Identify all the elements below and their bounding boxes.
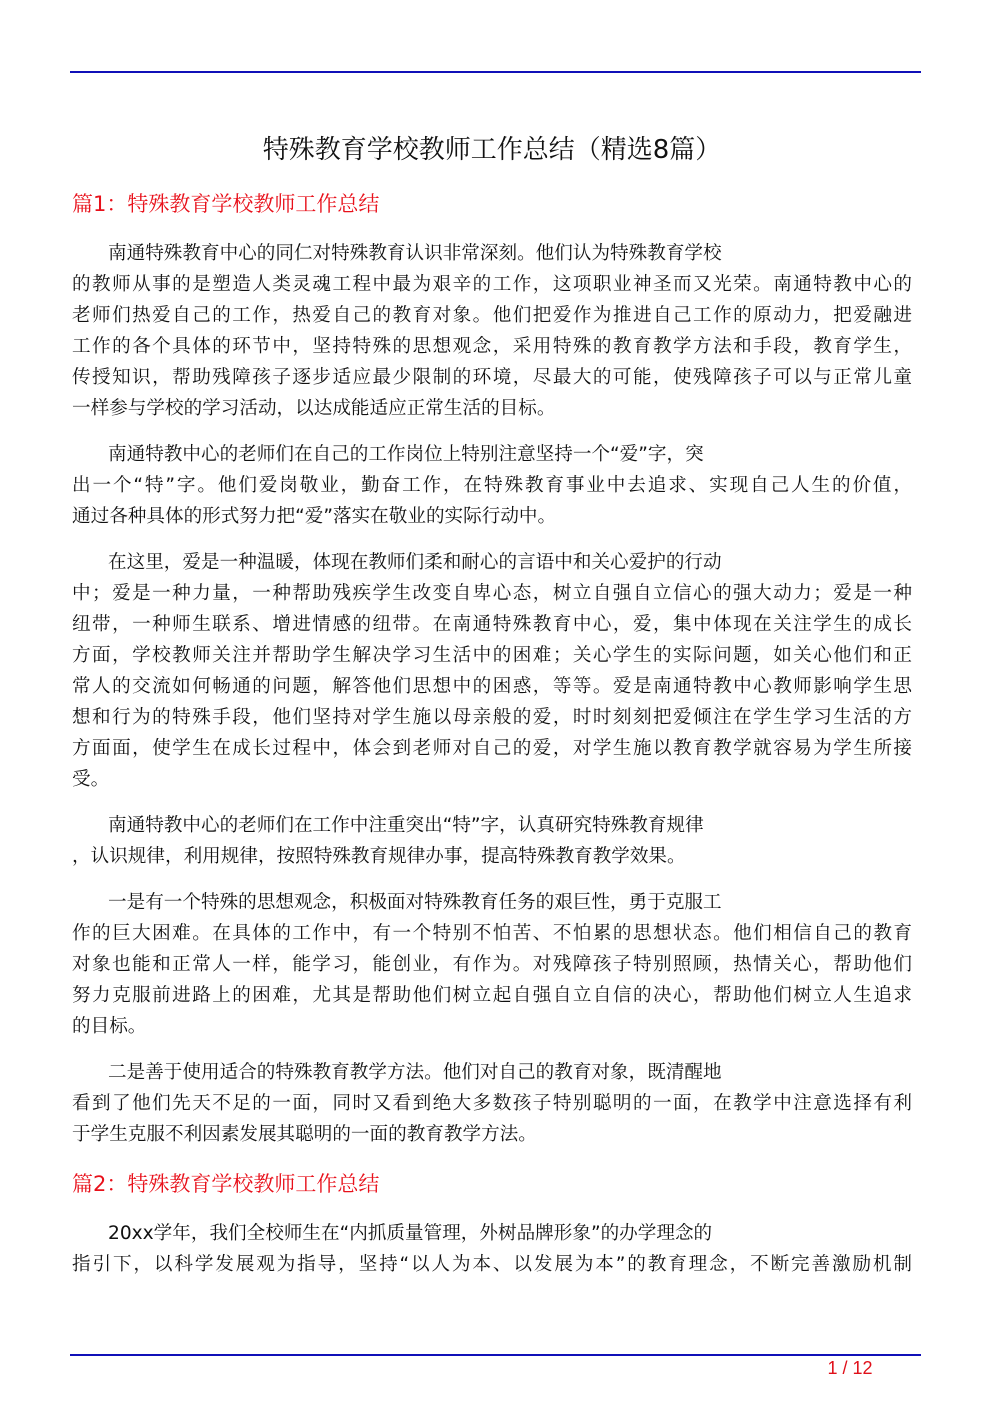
paragraph-line: 于学生克服不利因素发展其聪明的一面的教育教学方法。 xyxy=(72,1124,537,1145)
footer-rule xyxy=(70,1354,921,1356)
paragraph-line: 南通特教中心的老师们在自己的工作岗位上特别注意坚持一个“爱”字，突 xyxy=(108,444,704,465)
paragraph-line: 一是有一个特殊的思想观念，积极面对特殊教育任务的艰巨性，勇于克服工 xyxy=(108,892,722,913)
paragraph-line: 通过各种具体的形式努力把“爱”落实在敬业的实际行动中。 xyxy=(72,506,557,527)
paragraph xyxy=(72,1218,912,1280)
paragraph-line: 对象也能和正常人一样，能学习，能创业，有作为。对残障孩子特别照顾，热情关心，帮助他们 xyxy=(72,954,912,975)
paragraph-line: 一样参与学校的学习活动，以达成能适应正常生活的目标。 xyxy=(72,398,556,419)
paragraph-line: 传授知识，帮助残障孩子逐步适应最少限制的环境，尽最大的可能，使残障孩子可以与正常儿童 xyxy=(72,367,912,388)
header-rule xyxy=(70,71,921,73)
paragraph xyxy=(72,547,912,795)
paragraph xyxy=(72,887,912,1042)
paragraph-line: 纽带，一种师生联系、增进情感的纽带。在南通特殊教育中心，爱，集中体现在关注学生的成长 xyxy=(72,614,912,635)
paragraph-line: 工作的各个具体的环节中，坚持特殊的思想观念，采用特殊的教育教学方法和手段，教育学生， xyxy=(72,336,912,357)
paragraph-line: 20xx学年，我们全校师生在“内抓质量管理，外树品牌形象”的办学理念的 xyxy=(108,1223,713,1244)
section-heading: 篇1：特殊教育学校教师工作总结 xyxy=(72,192,380,216)
paragraph xyxy=(72,238,912,424)
paragraph-line: 看到了他们先天不足的一面，同时又看到绝大多数孩子特别聪明的一面，在教学中注意选择有利 xyxy=(72,1093,912,1114)
paragraph-line: 努力克服前进路上的困难，尤其是帮助他们树立起自强自立自信的决心，帮助他们树立人生追求 xyxy=(72,985,912,1006)
document-body xyxy=(72,130,912,1295)
paragraph-line: 的教师从事的是塑造人类灵魂工程中最为艰辛的工作，这项职业神圣而又光荣。南通特教中心的 xyxy=(72,274,912,295)
page-number: 1 / 12 xyxy=(827,1358,873,1378)
paragraph-line: ，认识规律，利用规律，按照特殊教育规律办事，提高特殊教育教学效果。 xyxy=(72,846,686,867)
paragraph-line: 的目标。 xyxy=(72,1016,147,1037)
paragraph-line: 方面，学校教师关注并帮助学生解决学习生活中的困难；关心学生的实际问题，如关心他们和正 xyxy=(72,645,912,666)
paragraph xyxy=(72,810,912,872)
paragraph-line: 常人的交流如何畅通的问题，解答他们思想中的困惑，等等。爱是南通特教中心教师影响学生思 xyxy=(72,676,912,697)
sections xyxy=(72,187,912,1280)
paragraph xyxy=(72,1057,912,1150)
paragraph-line: 指引下，以科学发展观为指导，坚持“以人为本、以发展为本”的教育理念，不断完善激励机制 xyxy=(72,1254,912,1275)
paragraph-line: 方面面，使学生在成长过程中，体会到老师对自己的爱，对学生施以教育教学就容易为学生所接 xyxy=(72,738,912,759)
paragraph-line: 在这里，爱是一种温暖，体现在教师们柔和耐心的言语中和关心爱护的行动 xyxy=(108,552,722,573)
paragraph-line: 出一个“特”字。他们爱岗敬业，勤奋工作，在特殊教育事业中去追求、实现自己人生的价值， xyxy=(72,475,912,496)
paragraph-line: 受。 xyxy=(72,769,110,790)
document-title: 特殊教育学校教师工作总结（精选8篇） xyxy=(262,135,722,165)
paragraph-line: 想和行为的特殊手段，他们坚持对学生施以母亲般的爱，时时刻刻把爱倾注在学生学习生活的方 xyxy=(72,707,912,728)
paragraph-line: 二是善于使用适合的特殊教育教学方法。他们对自己的教育对象，既清醒地 xyxy=(108,1062,722,1083)
paragraph-line: 老师们热爱自己的工作，热爱自己的教育对象。他们把爱作为推进自己工作的原动力，把爱融进 xyxy=(72,305,912,326)
paragraph-line: 南通特殊教育中心的同仁对特殊教育认识非常深刻。他们认为特殊教育学校 xyxy=(108,243,722,264)
paragraph-line: 中；爱是一种力量，一种帮助残疾学生改变自卑心态，树立自强自立信心的强大动力；爱是一种 xyxy=(72,583,912,604)
section-heading: 篇2：特殊教育学校教师工作总结 xyxy=(72,1172,380,1196)
paragraph xyxy=(72,439,912,532)
paragraph-line: 作的巨大困难。在具体的工作中，有一个特别不怕苦、不怕累的思想状态。他们相信自己的教育 xyxy=(72,923,912,944)
paragraph-line: 南通特教中心的老师们在工作中注重突出“特”字，认真研究特殊教育规律 xyxy=(108,815,704,836)
